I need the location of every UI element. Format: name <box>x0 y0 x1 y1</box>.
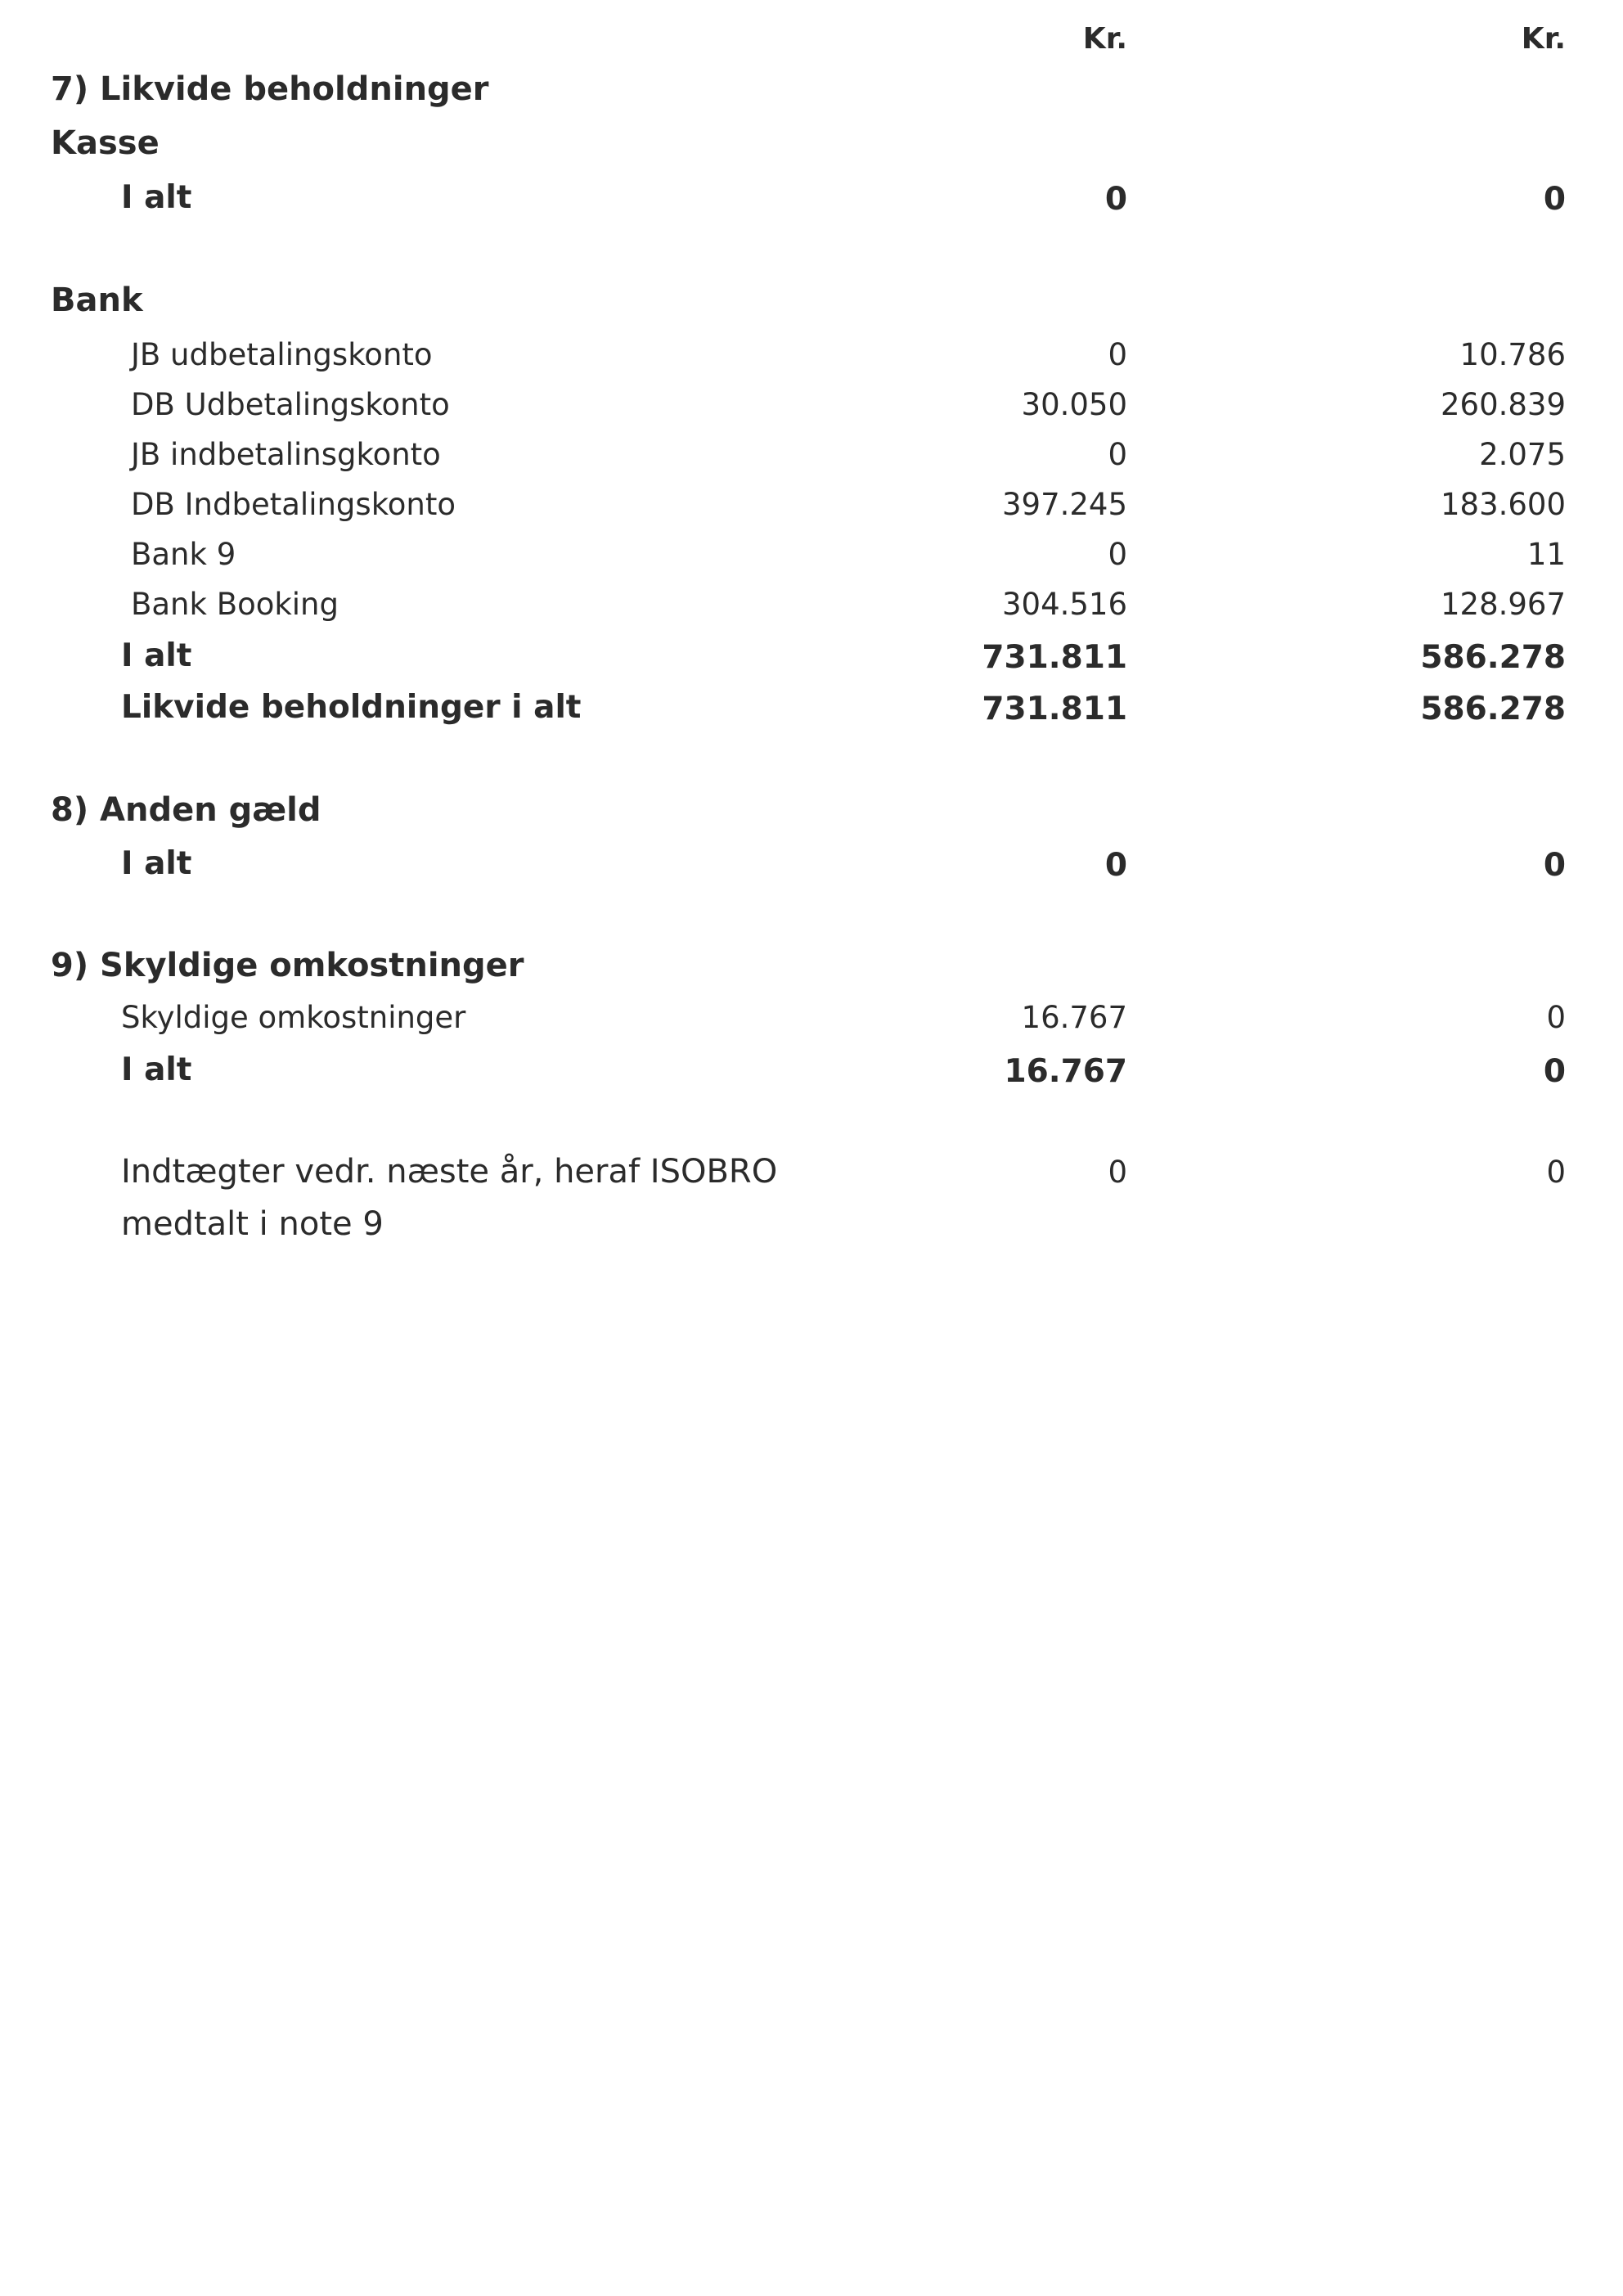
bank-row-label: DB Udbetalingskonto <box>131 387 450 422</box>
footnote-col2: 0 <box>1546 1155 1566 1190</box>
bank-total-col1: 731.811 <box>982 639 1127 676</box>
kasse-total-col2: 0 <box>1543 181 1566 218</box>
liquid-grand-total-col1: 731.811 <box>982 691 1127 727</box>
cropped-header-col2 <box>1423 0 1554 3</box>
note9-total-col1: 16.767 <box>1004 1053 1127 1090</box>
bank-total-label: I alt <box>121 637 192 674</box>
bank-row-label: Bank 9 <box>131 537 236 572</box>
note8-heading: 8) Anden gæld <box>51 791 321 829</box>
kasse-label: Kasse <box>51 124 160 162</box>
kasse-total-label: I alt <box>121 179 192 216</box>
bank-row-col2: 128.967 <box>1440 587 1566 622</box>
col1-unit-header: Kr. <box>1082 22 1127 56</box>
bank-row-label: Bank Booking <box>131 587 339 622</box>
bank-row-col2: 11 <box>1526 537 1566 572</box>
bank-row-col2: 10.786 <box>1459 337 1566 372</box>
bank-row-label: JB indbetalinsgkonto <box>131 437 441 472</box>
liquid-grand-total-col2: 586.278 <box>1420 691 1566 727</box>
bank-row-label: JB udbetalingskonto <box>131 337 433 372</box>
bank-row-col1: 304.516 <box>1001 587 1127 622</box>
note9-row-label: Skyldige omkostninger <box>121 1000 466 1035</box>
note9-total-label: I alt <box>121 1051 192 1088</box>
note8-total-label: I alt <box>121 845 192 882</box>
col2-unit-header: Kr. <box>1521 22 1566 56</box>
liquid-grand-total-label: Likvide beholdninger i alt <box>121 689 582 726</box>
note9-row-col2: 0 <box>1546 1000 1566 1035</box>
bank-row-col1: 0 <box>1108 337 1127 372</box>
bank-total-col2: 586.278 <box>1420 639 1566 676</box>
note9-row-col1: 16.767 <box>1021 1000 1127 1035</box>
bank-row-col2: 183.600 <box>1440 487 1566 522</box>
bank-row-col2: 260.839 <box>1440 387 1566 422</box>
note8-total-col2: 0 <box>1543 847 1566 884</box>
kasse-total-col1: 0 <box>1104 181 1127 218</box>
bank-row-col1: 0 <box>1108 437 1127 472</box>
footnote-col1: 0 <box>1108 1155 1127 1190</box>
bank-label: Bank <box>51 281 143 319</box>
note8-total-col1: 0 <box>1104 847 1127 884</box>
note9-total-col2: 0 <box>1543 1053 1566 1090</box>
bank-row-col2: 2.075 <box>1479 437 1566 472</box>
footnote-line2: medtalt i note 9 <box>121 1205 384 1243</box>
note7-heading: 7) Likvide beholdninger <box>51 70 489 108</box>
footnote-line1: Indtægter vedr. næste år, heraf ISOBRO <box>121 1153 778 1191</box>
bank-row-col1: 397.245 <box>1001 487 1127 522</box>
bank-row-col1: 30.050 <box>1021 387 1127 422</box>
cropped-header-col1 <box>1014 0 1145 3</box>
bank-row-label: DB Indbetalingskonto <box>131 487 456 522</box>
bank-row-col1: 0 <box>1108 537 1127 572</box>
note9-heading: 9) Skyldige omkostninger <box>51 947 524 984</box>
